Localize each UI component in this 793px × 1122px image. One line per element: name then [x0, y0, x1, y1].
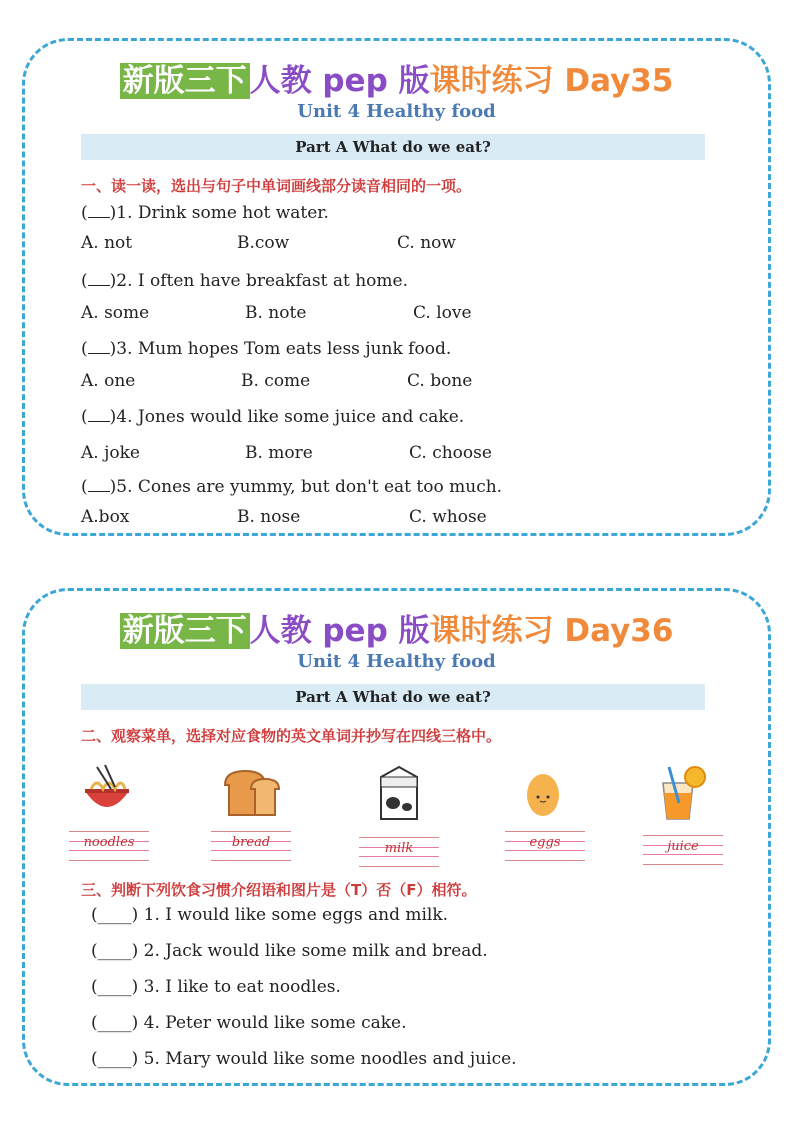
egg-icon	[513, 763, 573, 823]
worksheet-card-day36	[22, 588, 771, 1086]
question-2: ( )2. I often have breakfast at home.	[81, 271, 408, 291]
question-3: ( )3. Mum hopes Tom eats less junk food.	[81, 339, 452, 359]
option-b: B.cow	[237, 233, 290, 253]
title-orange: 课时练习 Day35	[429, 63, 674, 99]
option-b: B. note	[245, 303, 307, 323]
statement-3: (____) 3. I like to eat noodles.	[91, 977, 341, 997]
option-a: A.box	[81, 507, 130, 527]
option-a: A. one	[81, 371, 136, 391]
juice-icon	[649, 763, 709, 823]
unit-title: Unit 4 Healthy food	[297, 651, 496, 672]
card-title	[25, 605, 768, 650]
card-title	[25, 55, 768, 100]
option-a: A. not	[81, 233, 133, 253]
title-purple: 人教 pep 版	[249, 613, 430, 649]
answer-blank[interactable]	[88, 339, 110, 354]
title-green: 新版三下	[120, 613, 250, 649]
noodles-icon	[77, 763, 137, 823]
part-title: Part A What do we eat?	[81, 134, 705, 160]
option-c: C. choose	[409, 443, 492, 463]
option-a: A. joke	[81, 443, 140, 463]
option-b: B. nose	[237, 507, 301, 527]
question-4: ( )4. Jones would like some juice and cake.	[81, 407, 465, 427]
option-c: C. now	[397, 233, 456, 253]
writing-grid-milk[interactable]: milk	[359, 837, 439, 867]
milk-icon	[369, 763, 429, 823]
unit-title: Unit 4 Healthy food	[297, 101, 496, 122]
statement-4: (____) 4. Peter would like some cake.	[91, 1013, 407, 1033]
option-c: C. bone	[407, 371, 473, 391]
answer-blank[interactable]	[88, 203, 110, 218]
title-green: 新版三下	[120, 63, 250, 99]
question-5: ( )5. Cones are yummy, but don't eat too much.	[81, 477, 503, 497]
statement-5: (____) 5. Mary would like some noodles and juice.	[91, 1049, 517, 1069]
answer-blank[interactable]	[88, 271, 110, 286]
section-heading: 一、读一读，选出与句子中单词画线部分读音相同的一项。	[81, 177, 472, 195]
title-orange: 课时练习 Day36	[429, 613, 674, 649]
statement-1: (____) 1. I would like some eggs and milk.	[91, 905, 449, 925]
statement-2: (____) 2. Jack would like some milk and bread.	[91, 941, 488, 961]
writing-grid-noodles[interactable]: noodles	[69, 831, 149, 861]
title-purple: 人教 pep 版	[249, 63, 430, 99]
question-1: ( )1. Drink some hot water.	[81, 203, 329, 223]
part-title: Part A What do we eat?	[81, 684, 705, 710]
writing-grid-bread[interactable]: bread	[211, 831, 291, 861]
option-a: A. some	[81, 303, 150, 323]
section-heading: 二、观察菜单，选择对应食物的英文单词并抄写在四线三格中。	[81, 727, 502, 745]
option-b: B. come	[241, 371, 311, 391]
option-c: C. love	[413, 303, 472, 323]
bread-icon	[221, 763, 281, 823]
answer-blank[interactable]	[88, 407, 110, 422]
worksheet-card-day35	[22, 38, 771, 536]
section-heading: 三、判断下列饮食习惯介绍语和图片是（T）否（F）相符。	[81, 881, 477, 899]
writing-grid-juice[interactable]: juice	[643, 835, 723, 865]
option-b: B. more	[245, 443, 313, 463]
answer-blank[interactable]	[88, 477, 110, 492]
option-c: C. whose	[409, 507, 487, 527]
writing-grid-eggs[interactable]: eggs	[505, 831, 585, 861]
